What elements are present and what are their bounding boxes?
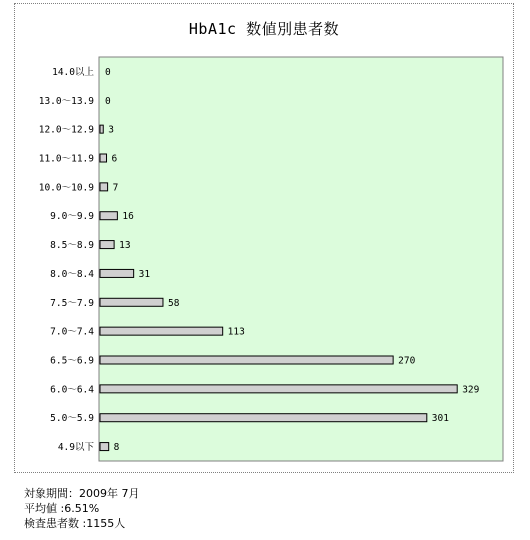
value-label: 13 bbox=[119, 240, 131, 252]
plot-area bbox=[99, 57, 503, 461]
value-label: 6 bbox=[111, 153, 118, 165]
category-label: 13.0～13.9 bbox=[38, 95, 94, 107]
category-label: 8.0～8.4 bbox=[50, 268, 94, 280]
category-label: 11.0～11.9 bbox=[38, 153, 94, 165]
bar-chart bbox=[15, 4, 513, 472]
category-label: 7.5～7.9 bbox=[50, 297, 94, 309]
bar bbox=[100, 241, 114, 249]
category-label: 10.0～10.9 bbox=[38, 182, 94, 194]
bar bbox=[100, 154, 107, 162]
value-label: 0 bbox=[105, 66, 111, 78]
value-label: 301 bbox=[431, 413, 449, 425]
value-label: 7 bbox=[112, 182, 119, 194]
category-label: 7.0～7.4 bbox=[50, 326, 94, 338]
category-label: 14.0以上 bbox=[52, 66, 94, 78]
bar bbox=[100, 356, 393, 364]
value-label: 329 bbox=[462, 384, 480, 396]
category-label: 8.5～8.9 bbox=[50, 240, 94, 252]
value-label: 0 bbox=[105, 95, 111, 107]
average-text: 平均値 :6.51% bbox=[24, 502, 100, 515]
value-label: 8 bbox=[113, 442, 120, 454]
value-label: 3 bbox=[108, 124, 114, 136]
bar bbox=[100, 443, 109, 451]
bar bbox=[100, 298, 163, 306]
bar bbox=[100, 327, 223, 335]
category-label: 12.0～12.9 bbox=[38, 124, 94, 136]
chart-footer bbox=[24, 486, 140, 531]
period-text: 対象期間：2009年 7月 bbox=[24, 487, 140, 500]
bar bbox=[100, 385, 457, 393]
bar bbox=[100, 212, 117, 220]
bar bbox=[100, 269, 134, 277]
category-label: 4.9以下 bbox=[57, 442, 94, 454]
value-label: 113 bbox=[227, 326, 245, 338]
value-label: 270 bbox=[398, 355, 416, 367]
category-label: 5.0～5.9 bbox=[50, 413, 94, 425]
category-label: 9.0～9.9 bbox=[50, 211, 94, 223]
category-label: 6.0～6.4 bbox=[50, 384, 94, 396]
bar bbox=[100, 414, 427, 422]
value-label: 31 bbox=[138, 268, 151, 280]
chart-frame bbox=[14, 3, 514, 473]
chart-title: HbA1c 数値別患者数 bbox=[188, 20, 340, 38]
value-label: 16 bbox=[122, 211, 134, 223]
value-label: 58 bbox=[167, 297, 180, 309]
patient-count-text: 検査患者数 :1155人 bbox=[24, 517, 126, 530]
bar bbox=[100, 125, 103, 133]
bar bbox=[100, 183, 108, 191]
category-label: 6.5～6.9 bbox=[50, 355, 94, 367]
